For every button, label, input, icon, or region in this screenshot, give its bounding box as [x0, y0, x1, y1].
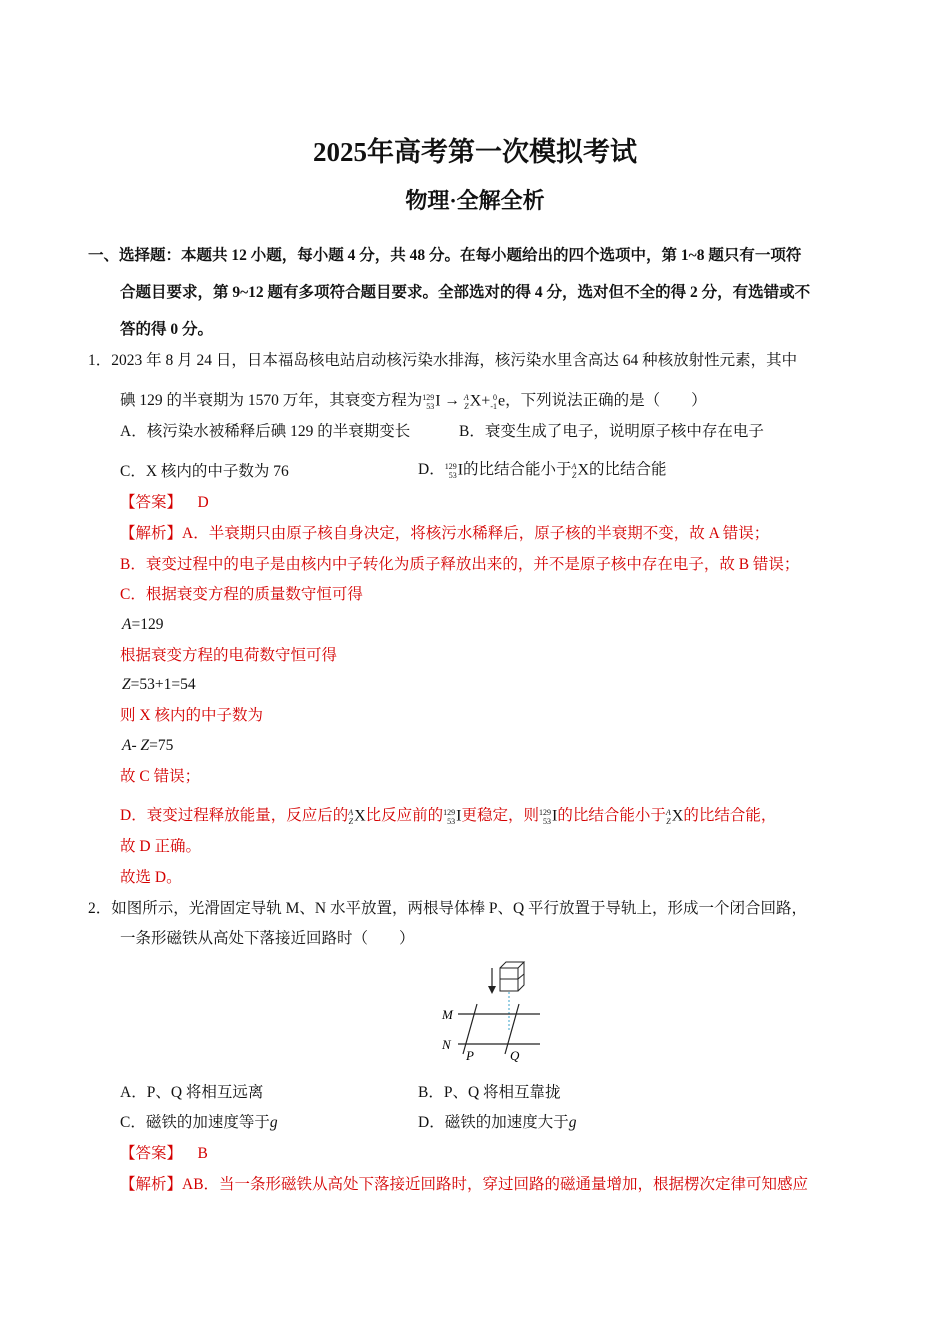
rails-magnet-figure [438, 958, 548, 1068]
q2-option-a: A．P、Q 将相互远离 [120, 1084, 264, 1101]
q1-stem-line2 [120, 391, 707, 412]
q1-explanation-9: 故选 D。 [120, 869, 182, 886]
page-title: 2025年高考第一次模拟考试 [313, 137, 637, 167]
q1-explanation-7: D．衰变过程释放能量，反应后的 A Z X比反应前的 129 53 I更稳定，则 129 53 I的比结合能小于 A Z X的比结合能， [120, 807, 777, 826]
section-instructions-line3: 答的得 0 分。 [120, 321, 214, 338]
q1-explanation-3: C．根据衰变方程的质量数守恒可得 [120, 586, 363, 603]
decay-equation: 129 53 I → A Z X+ 0 -1 e [422, 392, 506, 411]
label-q: Q [510, 1048, 520, 1063]
page-subtitle: 物理·全解全析 [405, 188, 545, 213]
iodine-nuclide: 129 53 I [539, 807, 558, 826]
q1-stem-line1: 1．2023 年 8 月 24 日，日本福岛核电站启动核污染水排海，核污染水里含高达 64 种核放射性元素，其中 [88, 352, 798, 369]
q2-stem-line2: 一条形磁铁从高处下落接近回路时（ ） [120, 930, 415, 947]
q1-explanation-5: 则 X 核内的中子数为 [120, 707, 263, 724]
x-nuclide: A Z X [348, 807, 366, 826]
section-instructions-line1: 一、选择题：本题共 12 小题，每小题 4 分，共 48 分。在每小题给出的四个选项中，第 1~8 题只有一项符 [88, 247, 802, 264]
q2-option-c: C．磁铁的加速度等于g [120, 1114, 278, 1131]
q1-option-c: C．X 核内的中子数为 76 [120, 463, 289, 480]
x-nuclide: A Z X [571, 461, 589, 480]
q1-equation-n: A- Z=75 [122, 737, 174, 754]
q1-explanation-1: 【解析】A．半衰期只由原子核自身决定，将核污水稀释后，原子核的半衰期不变，故 A 错误； [120, 525, 770, 542]
rod-q [505, 1004, 519, 1054]
q1-explanation-2: B．衰变过程中的电子是由核内中子转化为质子释放出来的，并不是原子核中存在电子，故 B 错误； [120, 556, 800, 573]
magnet-icon [500, 962, 524, 991]
down-arrow-icon [488, 968, 496, 994]
section-instructions-line2: 合题目要求，第 9~12 题有多项符合题目要求。全部选对的得 4 分，选对但不全的得 2 分，有选错或不 [120, 284, 811, 301]
x-nuclide: A Z X [665, 807, 684, 826]
q2-option-d: D．磁铁的加速度大于g [418, 1114, 577, 1131]
label-m: M [442, 1007, 453, 1022]
q1-equation-a: A=129 [122, 616, 164, 633]
q1-stem-text: 碘 129 的半衰期为 1570 万年，其衰变方程为 [120, 392, 423, 409]
q1-explanation-6: 故 C 错误； [120, 768, 201, 785]
q1-option-b: B．衰变生成了电子，说明原子核中存在电子 [459, 423, 764, 440]
q1-equation-z: Z=53+1=54 [122, 676, 196, 693]
q2-answer: 【答案】 B [120, 1145, 208, 1162]
q1-explanation-8: 故 D 正确。 [120, 838, 201, 855]
q1-answer: 【答案】 D [120, 494, 209, 511]
q1-stem-tail: ，下列说法正确的是（ ） [505, 392, 707, 409]
iodine-nuclide: 129 53 I [443, 807, 462, 826]
iodine-nuclide: 129 53 I [444, 461, 464, 480]
label-n: N [442, 1037, 451, 1052]
q2-explanation-1: 【解析】AB．当一条形磁铁从高处下落接近回路时，穿过回路的磁通量增加，根据楞次定律可知感应 [120, 1176, 809, 1193]
label-p: P [466, 1048, 474, 1063]
q2-stem-line1: 2．如图所示，光滑固定导轨 M、N 水平放置，两根导体棒 P、Q 平行放置于导轨上，形成一个闭合回路， [88, 900, 808, 917]
rod-p [463, 1004, 477, 1054]
q1-option-a: A．核污染水被稀释后碘 129 的半衰期变长 [120, 423, 411, 440]
q1-explanation-4: 根据衰变方程的电荷数守恒可得 [120, 647, 338, 664]
q2-option-b: B．P、Q 将相互靠拢 [418, 1084, 561, 1101]
q1-option-d: D． 129 53 I的比结合能小于 A Z X的比结合能 [418, 461, 667, 480]
